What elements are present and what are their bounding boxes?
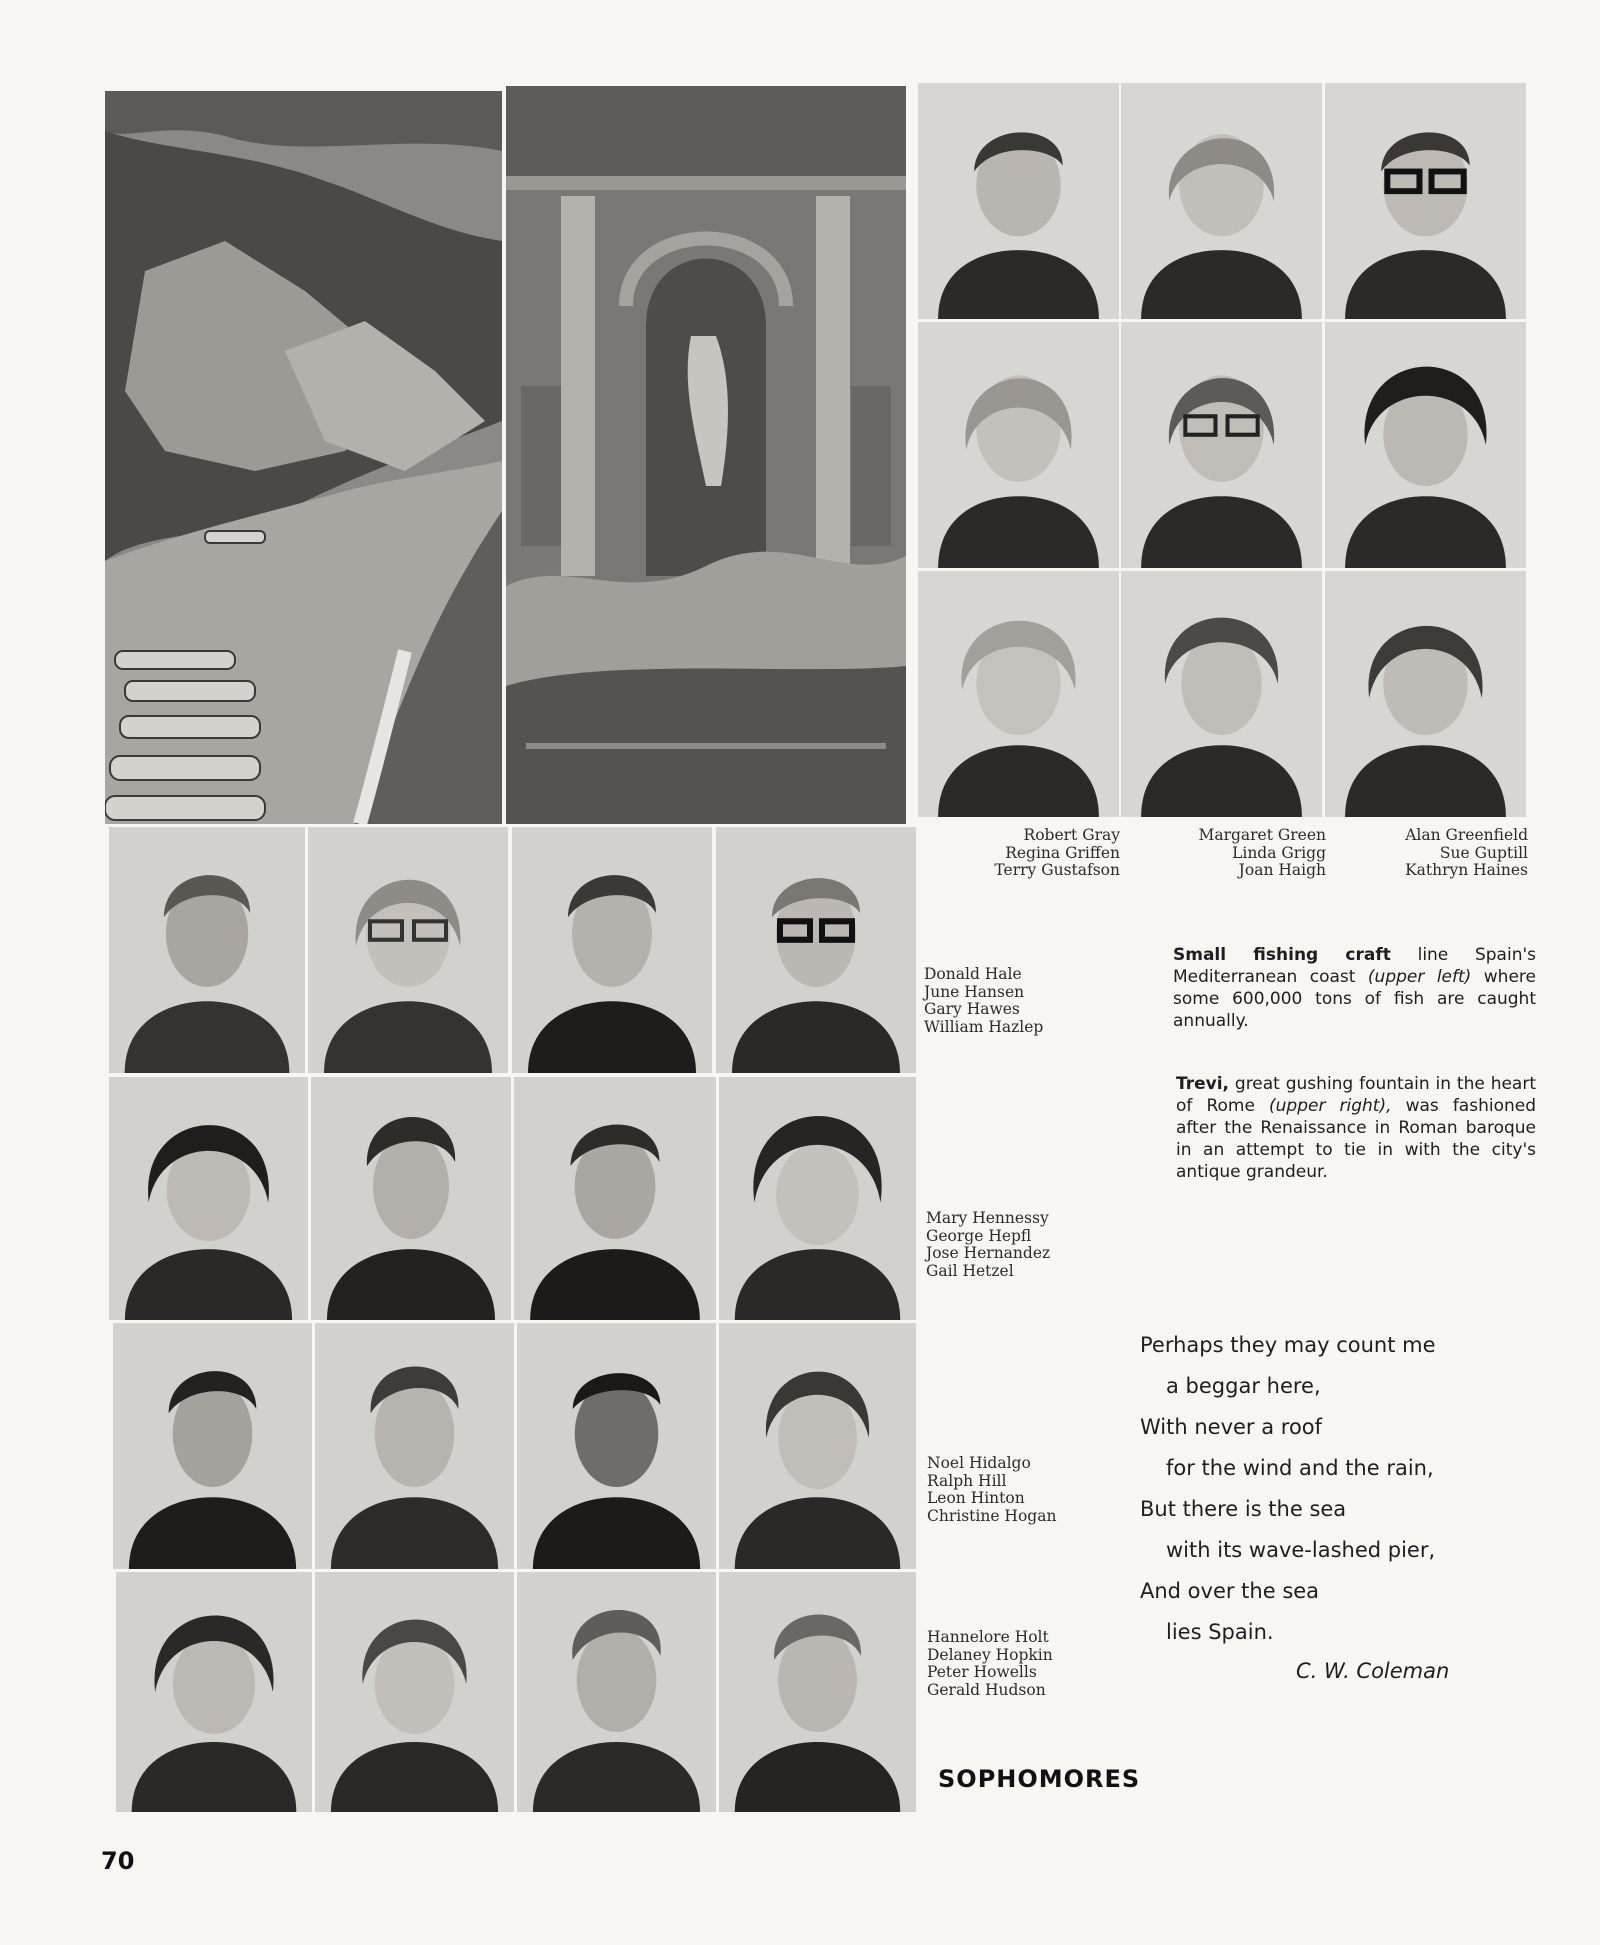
portrait-sue-guptill [1325, 322, 1526, 568]
student-name: Peter Howells [927, 1663, 1037, 1681]
caption-fishing-text2: where some 600,000 tons of fish are caught annually. [1173, 967, 1536, 1031]
student-name: Sue Guptill [1439, 843, 1528, 862]
student-name: Joan Haigh [1238, 861, 1326, 879]
portrait-peter-howells [517, 1572, 716, 1812]
portrait-alan-greenfield [1325, 83, 1526, 319]
student-name: Gerald Hudson [927, 1680, 1046, 1699]
names-row2 [926, 1210, 1126, 1280]
caption-trevi-lead: Trevi, [1176, 1074, 1230, 1094]
student-name: Alan Greenfield [1405, 826, 1528, 844]
portrait-terry-gustafson [918, 571, 1119, 817]
caption-trevi-text2: was fashioned after the Renaissance in Roman baroque in an attempt to tie in with the city's antique grandeur. [1176, 1096, 1536, 1182]
caption-trevi [1176, 1073, 1536, 1183]
names-top-col1 [940, 827, 1120, 880]
caption-fishing-location: (upper left) [1367, 967, 1472, 987]
poem-line: a beggar here, [1166, 1374, 1321, 1398]
student-name: George Hepfl [926, 1226, 1032, 1245]
student-name: Jose Hernandez [926, 1244, 1051, 1262]
portrait-delaney-hopkin [315, 1572, 514, 1812]
portrait-george-hepfl [311, 1077, 511, 1320]
section-title: SOPHOMORES [938, 1765, 1141, 1793]
student-name: Christine Hogan [927, 1506, 1057, 1525]
portrait-kathryn-haines [1325, 571, 1526, 817]
portrait-christine-hogan [719, 1323, 916, 1569]
portrait-leon-hinton [517, 1323, 716, 1569]
names-row3 [927, 1455, 1127, 1525]
portrait-ralph-hill [315, 1323, 514, 1569]
portrait-linda-grigg [1121, 322, 1322, 568]
student-name: William Hazlep [924, 1017, 1044, 1036]
student-name: Regina Griffen [1005, 843, 1120, 862]
caption-fishing [1173, 944, 1536, 1032]
coast-photo [105, 91, 502, 824]
caption-fishing-text1: line Spain's Mediterranean coast [1173, 945, 1536, 987]
portrait-joan-haigh [1121, 571, 1322, 817]
portrait-robert-gray [918, 83, 1119, 319]
caption-trevi-text1: great gushing fountain in the heart of Rome [1176, 1074, 1536, 1116]
student-name: June Hansen [924, 982, 1025, 1001]
poem-line: Perhaps they may count me [1140, 1333, 1436, 1357]
student-name: Robert Gray [1023, 826, 1120, 844]
student-name: Ralph Hill [927, 1471, 1007, 1490]
portrait-gail-hetzel [719, 1077, 916, 1320]
student-name: Hannelore Holt [927, 1628, 1049, 1646]
student-name: Noel Hidalgo [927, 1454, 1031, 1472]
portrait-mary-hennessy [109, 1077, 308, 1320]
fountain-photo [506, 86, 906, 824]
poem [1140, 1325, 1436, 1653]
portrait-margaret-green [1121, 83, 1322, 319]
poem-author: C. W. Coleman [1296, 1659, 1450, 1683]
portrait-hannelore-holt [116, 1572, 312, 1812]
student-name: Kathryn Haines [1405, 861, 1528, 879]
portrait-jose-hernandez [514, 1077, 716, 1320]
student-name: Margaret Green [1198, 826, 1326, 844]
student-name: Linda Grigg [1232, 843, 1326, 862]
poem-line: But there is the sea [1140, 1497, 1347, 1521]
names-top-col3 [1348, 827, 1528, 880]
student-name: Gary Hawes [924, 1000, 1020, 1018]
poem-line: With never a roof [1140, 1415, 1323, 1439]
portrait-noel-hidalgo [113, 1323, 312, 1569]
poem-line: for the wind and the rain, [1166, 1456, 1434, 1480]
poem-line: And over the sea [1140, 1579, 1320, 1603]
poem-line: lies Spain. [1166, 1620, 1274, 1644]
student-name: Terry Gustafson [994, 861, 1120, 879]
names-top-col2 [1146, 827, 1326, 880]
names-row4 [927, 1629, 1127, 1699]
caption-trevi-location: (upper right), [1269, 1096, 1392, 1116]
portrait-gary-hawes [512, 827, 712, 1073]
caption-fishing-lead: Small fishing craft [1173, 945, 1391, 965]
student-name: Delaney Hopkin [927, 1645, 1053, 1664]
names-row1 [924, 966, 1124, 1036]
portrait-william-hazlep [716, 827, 916, 1073]
student-name: Donald Hale [924, 965, 1022, 983]
student-name: Mary Hennessy [926, 1209, 1049, 1227]
student-name: Leon Hinton [927, 1489, 1025, 1507]
portrait-june-hansen [308, 827, 508, 1073]
student-name: Gail Hetzel [926, 1261, 1014, 1280]
portrait-gerald-hudson [719, 1572, 916, 1812]
page-number: 70 [101, 1847, 135, 1875]
portrait-donald-hale [109, 827, 305, 1073]
poem-line: with its wave-lashed pier, [1166, 1538, 1436, 1562]
portrait-regina-griffen [918, 322, 1119, 568]
